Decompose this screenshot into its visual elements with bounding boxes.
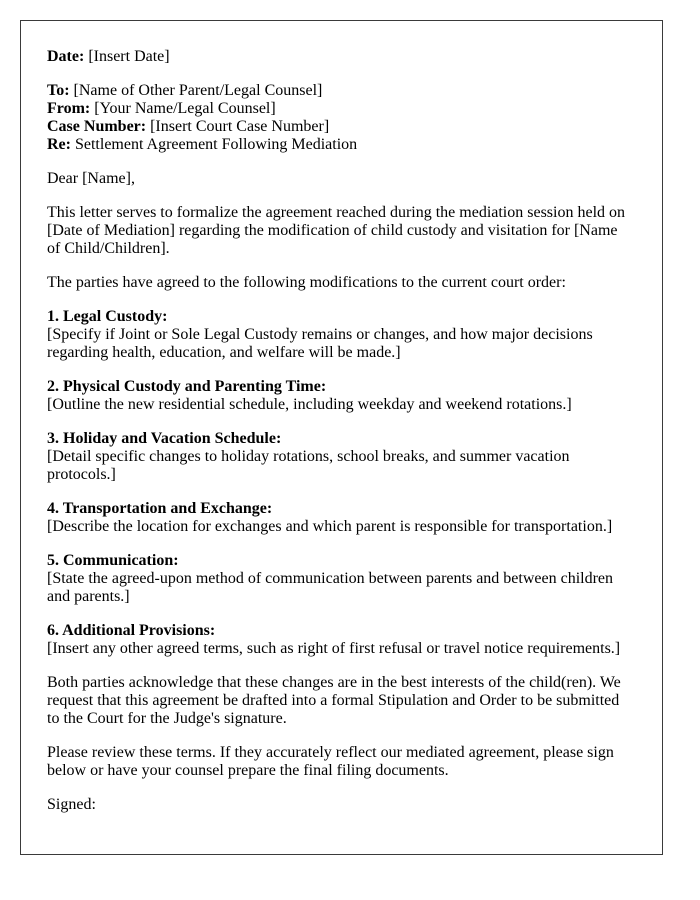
letter-viewport — [20, 20, 663, 813]
meta-value-re: Settlement Agreement Following Mediation — [74, 136, 358, 153]
intro-paragraph: This letter serves to formalize the agreement reached during the mediation session held on [Date of Mediation] regarding the modification of child custody and visitation for [Name of Child/Children]. — [47, 204, 626, 257]
section-heading: 3. Holiday and Vacation Schedule: — [47, 430, 282, 447]
section-heading: 5. Communication: — [47, 552, 179, 569]
section-heading: 6. Additional Provisions: — [47, 622, 216, 639]
section-heading: 4. Transportation and Exchange: — [47, 500, 273, 517]
letter-page — [20, 20, 663, 855]
meta-value-date: [Insert Date] — [88, 48, 170, 65]
section-legal-custody — [47, 308, 634, 362]
meta-label-to: To: — [47, 82, 70, 99]
meta-value-from: [Your Name/Legal Counsel] — [94, 100, 276, 117]
section-physical-custody — [47, 378, 634, 414]
section-communication — [47, 552, 634, 606]
meta-label-case-number: Case Number: — [47, 118, 147, 135]
section-additional-provisions — [47, 622, 634, 658]
closing-paragraph-acknowledgement: Both parties acknowledge that these changes are in the best interests of the child(ren). We request that this agreement be drafted into a formal Stipulation and Order to be submitted to the Court for the Judge's signature. — [47, 674, 621, 727]
meta-label-from: From: — [47, 100, 91, 117]
meta-line-re — [47, 136, 634, 154]
meta-block — [47, 82, 634, 154]
meta-line-to — [47, 82, 634, 100]
section-heading: 1. Legal Custody: — [47, 308, 168, 325]
salutation: Dear [Name], — [47, 170, 135, 187]
meta-label-date: Date: — [47, 48, 85, 65]
section-body: [State the agreed-upon method of communication between parents and between children and parents.] — [47, 570, 614, 605]
lead-in-paragraph: The parties have agreed to the following modifications to the current court order: — [47, 274, 566, 291]
meta-line-from — [47, 100, 634, 118]
section-holiday-vacation — [47, 430, 634, 484]
meta-line-date — [47, 48, 634, 66]
section-body: [Detail specific changes to holiday rotations, school breaks, and summer vacation protocols.] — [47, 448, 570, 483]
signoff: Signed: — [47, 796, 96, 813]
section-body: [Outline the new residential schedule, including weekday and weekend rotations.] — [47, 396, 572, 413]
section-heading: 2. Physical Custody and Parenting Time: — [47, 378, 327, 395]
section-body: [Describe the location for exchanges and which parent is responsible for transportation.] — [47, 518, 613, 535]
closing-paragraph-review-request: Please review these terms. If they accurately reflect our mediated agreement, please sign below or have your counsel prepare the final filing documents. — [47, 744, 614, 779]
section-body: [Insert any other agreed terms, such as right of first refusal or travel notice requirements.] — [47, 640, 621, 657]
meta-line-case-number — [47, 118, 634, 136]
meta-label-re: Re: — [47, 136, 71, 153]
meta-value-to: [Name of Other Parent/Legal Counsel] — [73, 82, 323, 99]
meta-value-case-number: [Insert Court Case Number] — [150, 118, 330, 135]
section-transportation-exchange — [47, 500, 634, 536]
section-body: [Specify if Joint or Sole Legal Custody remains or changes, and how major decisions regarding health, education, and welfare will be made.] — [47, 326, 593, 361]
